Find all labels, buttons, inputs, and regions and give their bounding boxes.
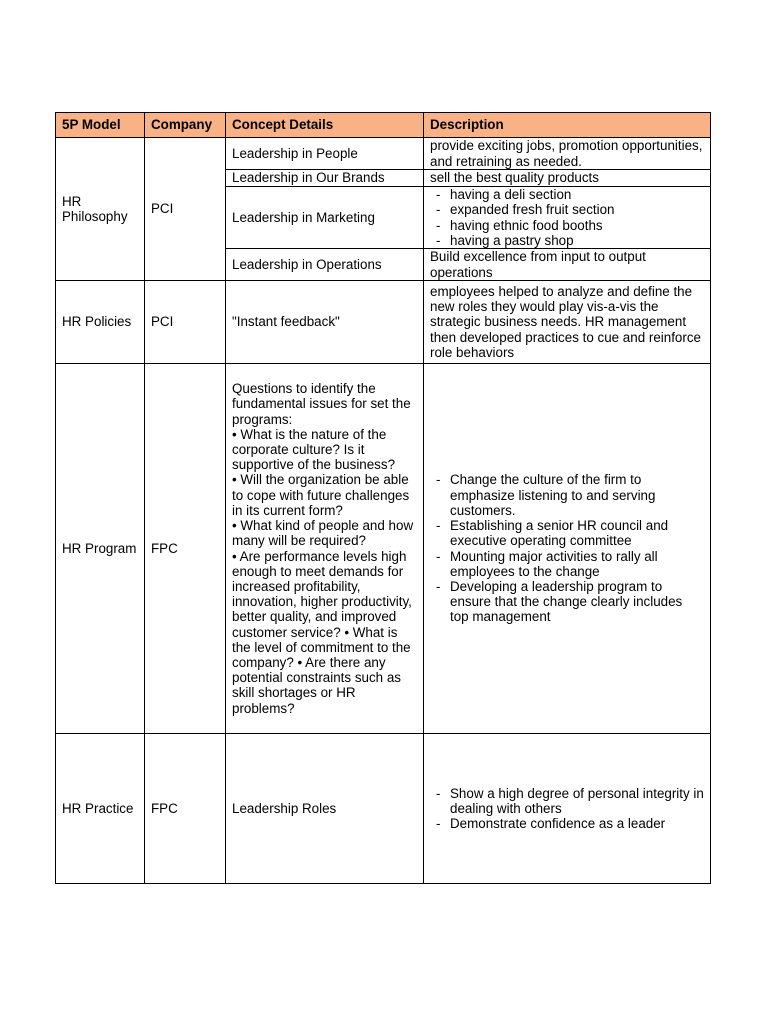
description-cell: employees helped to analyze and define the new roles they would play vis-a-vis the strategic business needs. HR management then developed practices to cue and reinforce role behaviors (424, 281, 711, 364)
question-item: • Are performance levels high enough to meet demands for increased profitability, innovation, higher productivity, better quality, and improved customer service? • What is the level of commitment to the company? • Are there any potential constraints such as skill shortages or HR problems? (232, 548, 412, 716)
description-cell (424, 187, 711, 249)
header-concept-details: Concept Details (226, 113, 424, 138)
model-cell-philosophy: HR Philosophy (56, 138, 145, 281)
5p-model-table (55, 112, 711, 884)
description-cell: provide exciting jobs, promotion opportunities, and retraining as needed. (424, 138, 711, 170)
company-cell-philosophy: PCI (145, 138, 226, 281)
description-cell (424, 734, 711, 884)
table-header-row (56, 113, 711, 138)
company-cell-policies: PCI (145, 281, 226, 364)
list-item: - Developing a leadership program to ensure that the change clearly includes top management (430, 579, 704, 625)
concept-cell: Leadership in Operations (226, 249, 424, 281)
model-cell-program: HR Program (56, 364, 145, 734)
list-item: - having a pastry shop (430, 233, 704, 248)
bullet-list (430, 786, 704, 832)
table-row (56, 138, 711, 170)
table-row (56, 281, 711, 364)
header-company: Company (145, 113, 226, 138)
question-item: • What kind of people and how many will be required? (232, 518, 414, 549)
questions-intro: Questions to identify the fundamental issues for set the programs: (232, 381, 411, 427)
company-cell-program: FPC (145, 364, 226, 734)
bullet-list (430, 187, 704, 248)
list-item: - Show a high degree of personal integrity in dealing with others (430, 786, 704, 816)
company-cell-practice: FPC (145, 734, 226, 884)
description-cell (424, 364, 711, 734)
concept-cell: "Instant feedback" (226, 281, 424, 364)
list-item: - having a deli section (430, 187, 704, 202)
question-item: • What is the nature of the corporate culture? Is it supportive of the business? (232, 426, 396, 473)
header-description: Description (424, 113, 711, 138)
list-item: - Establishing a senior HR council and executive operating committee (430, 518, 704, 548)
model-cell-practice: HR Practice (56, 734, 145, 884)
question-item: • Will the organization be able to cope with future challenges in its current form? (232, 472, 410, 518)
concept-cell: Leadership in People (226, 138, 424, 170)
description-cell: Build excellence from input to output operations (424, 249, 711, 281)
table-row (56, 734, 711, 884)
concept-cell: Leadership in Our Brands (226, 170, 424, 187)
model-cell-policies: HR Policies (56, 281, 145, 364)
list-item: - having ethnic food booths (430, 218, 704, 233)
list-item: - Demonstrate confidence as a leader (430, 816, 704, 831)
table-row (56, 364, 711, 734)
list-item: - Change the culture of the firm to emphasize listening to and serving customers. (430, 472, 704, 518)
concept-cell: Leadership Roles (226, 734, 424, 884)
bullet-list (430, 472, 704, 624)
concept-cell: Leadership in Marketing (226, 187, 424, 249)
list-item: - Mounting major activities to rally all employees to the change (430, 549, 704, 579)
description-cell: sell the best quality products (424, 170, 711, 187)
header-5p-model: 5P Model (56, 113, 145, 138)
concept-cell (226, 364, 424, 734)
list-item: - expanded fresh fruit section (430, 202, 704, 217)
